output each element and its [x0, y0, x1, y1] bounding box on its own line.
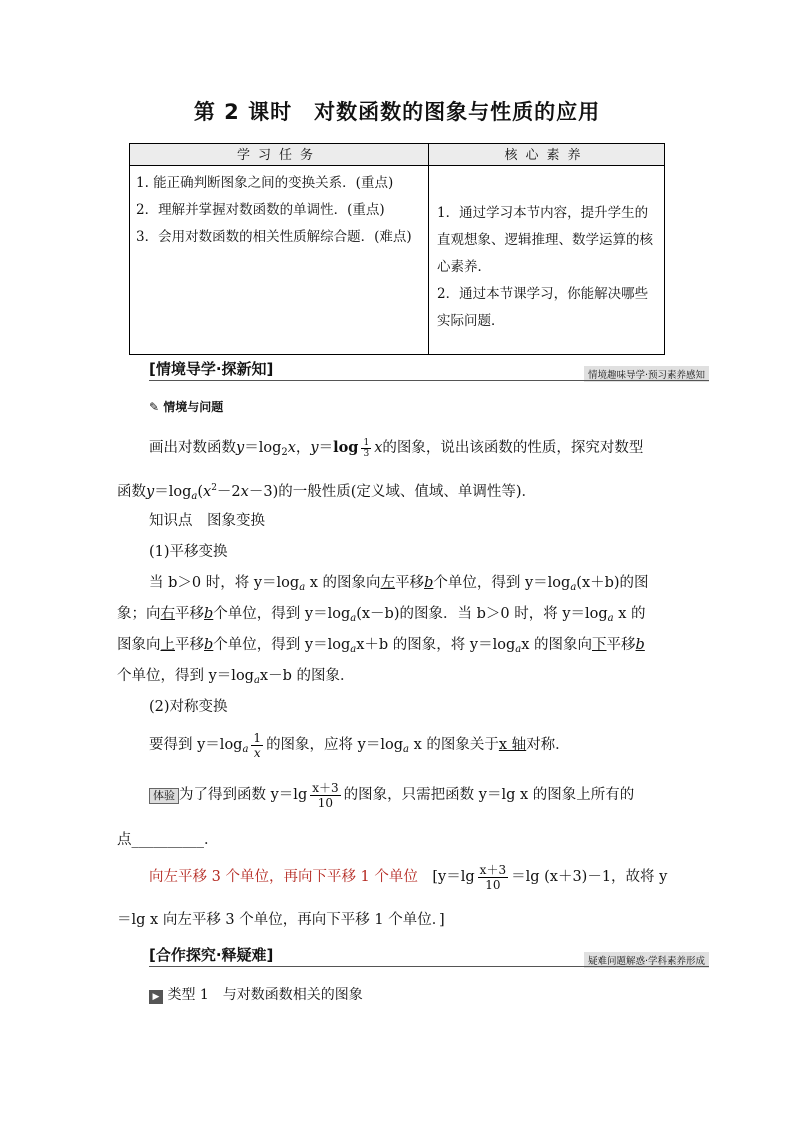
text: 象；向 — [117, 606, 161, 622]
divider — [149, 966, 709, 967]
intro-line2: 函数$y=\log_a(x^2-2x-3)$的一般性质(定义域、值域、单调性等)． — [117, 483, 537, 502]
text: 的一般性质(定义域、值域、单调性等)． — [278, 483, 537, 500]
text: (x＋b)的图 — [576, 575, 649, 591]
scenario-label: 情境与问题 — [163, 400, 224, 414]
text: 个单位，得到 y＝log — [213, 637, 351, 653]
answer-b: b — [635, 637, 645, 653]
text: (x－b)的图象．当 b＞0 时，将 y＝log — [356, 606, 608, 622]
sym-title: (2)对称变换 — [149, 699, 228, 715]
text: 的图象，应将 y＝log — [266, 737, 404, 753]
text: x 的图象向 — [305, 575, 381, 591]
section-label: [合作探究·释疑难] — [149, 946, 274, 964]
answer-left: 左 — [380, 575, 396, 591]
experience-line1 — [149, 780, 709, 810]
literacy-item: 1．通过学习本节内容，提升学生的直观想象、逻辑推理、数学运算的核心素养． — [437, 205, 653, 275]
section-tag: 情境趣味导学·预习素养感知 — [584, 366, 709, 382]
text: 个单位，得到 y＝log — [213, 606, 351, 622]
table-header-literacy: 核心素养 — [429, 144, 665, 166]
literacy-item: 2．通过本节课学习，你能解决哪些实际问题． — [437, 286, 649, 329]
text: ＝lg (x＋3)－1，故将 y — [511, 869, 668, 885]
text: 平移 — [395, 575, 425, 591]
fraction-numerator: x＋3 — [479, 862, 507, 877]
divider — [149, 380, 709, 381]
text: [y＝lg — [432, 869, 475, 885]
text: x－b 的图象． — [259, 668, 355, 684]
literacy-cell — [429, 166, 665, 355]
task-item: 2．理解并掌握对数函数的单调性．(重点) — [136, 202, 385, 218]
answer-b: b — [204, 606, 214, 622]
text: x 的图象关于 — [408, 737, 499, 753]
fraction-numerator: x＋3 — [312, 780, 339, 795]
text: x 的 — [613, 606, 646, 622]
table-header-tasks: 学习任务 — [130, 144, 429, 166]
text: 要得到 y＝log — [149, 737, 243, 753]
shift-line1: 当 b＞0 时，将 $y=\log_a$ x 的图象向左平移b个单位，得到 $y=\log_a(x+b)$的图 — [149, 575, 649, 593]
shift-title: (1)平移变换 — [149, 544, 228, 560]
task-item: 3．会用对数函数的相关性质解综合题．(难点) — [136, 229, 412, 245]
scenario-heading — [149, 398, 223, 415]
text: 平移 — [175, 606, 204, 622]
page-title: 第 2 课时 对数函数的图象与性质的应用 — [193, 100, 601, 124]
play-icon: ▶ — [149, 990, 163, 1004]
text: 图象向 — [117, 637, 161, 653]
text: x＋b 的图象，将 y＝log — [356, 637, 516, 653]
goals-table — [129, 143, 665, 355]
text: 平移 — [606, 637, 636, 653]
section-header-explore — [149, 944, 709, 968]
text: 对称． — [526, 737, 570, 753]
answer-line1 — [149, 862, 709, 892]
text: x 的图象向 — [521, 637, 593, 653]
intro-line1: 画出对数函数$y=\log_2x$，y＝log $\frac{1}{3}$ x的图象，说出该函数的性质，探究对数型 — [149, 437, 644, 459]
section-tag: 疑难问题解惑·学科素养形成 — [584, 952, 709, 968]
text: 函数 — [117, 483, 146, 500]
section-header-intro — [149, 358, 709, 382]
fraction-denominator: 10 — [485, 877, 501, 892]
experience-badge: 体验 — [149, 788, 179, 804]
knowledge-point: 知识点 图象变换 — [149, 513, 265, 529]
tasks-cell — [130, 166, 429, 355]
type-heading — [149, 984, 363, 1004]
text: 个单位，得到 y＝log — [117, 668, 254, 684]
text: 平移 — [175, 637, 204, 653]
shift-line4: 个单位，得到 $y=\log_ax-b$ 的图象． — [117, 668, 355, 686]
answer-up: 上 — [160, 637, 175, 653]
answer-b: b — [204, 637, 214, 653]
fraction-denominator: 10 — [317, 795, 334, 810]
answer-down: 下 — [592, 637, 607, 653]
answer-axis: x 轴 — [498, 737, 527, 753]
text: 的图象，只需把函数 y＝lg x 的图象上所有的 — [343, 787, 635, 803]
answer-red: 向左平移 3 个单位，再向下平移 1 个单位 — [149, 869, 418, 885]
section-label: [情境导学·探新知] — [149, 360, 274, 378]
text: 个单位，得到 y＝log — [433, 575, 571, 591]
answer-right: 右 — [160, 606, 175, 622]
text: 当 b＞0 时，将 y＝log — [149, 575, 300, 591]
shift-line2: 象；向右平移b个单位，得到 $y=\log_a(x-b)$的图象．当 b＞0 时，将 $y=\log_a$ x 的 — [117, 606, 646, 624]
shift-line3: 图象向上平移b个单位，得到 $y=\log_ax+b$ 的图象，将 $y=\log_ax$ 的图象向下平移b — [117, 637, 645, 655]
answer-line2: ＝lg x 向左平移 3 个单位，再向下平移 1 个单位．] — [117, 912, 445, 928]
experience-line2: 点__________． — [117, 832, 219, 848]
scenario-icon: ✎ — [149, 400, 160, 414]
sym-line: 要得到 $y=\log_a$ $\frac{1}{x}$ 的图象，应将 $y=\log_a$ x 的图象关于x 轴对称． — [149, 730, 570, 760]
text: 画出对数函数 — [149, 440, 236, 456]
answer-b: b — [424, 575, 434, 591]
text: 为了得到函数 y＝lg — [179, 787, 308, 803]
type-label: 类型 1 与对数函数相关的图象 — [167, 987, 363, 1003]
text: 的图象，说出该函数的性质，探究对数型 — [382, 440, 644, 456]
task-item: 1. 能正确判断图象之间的变换关系．(重点) — [136, 175, 394, 191]
